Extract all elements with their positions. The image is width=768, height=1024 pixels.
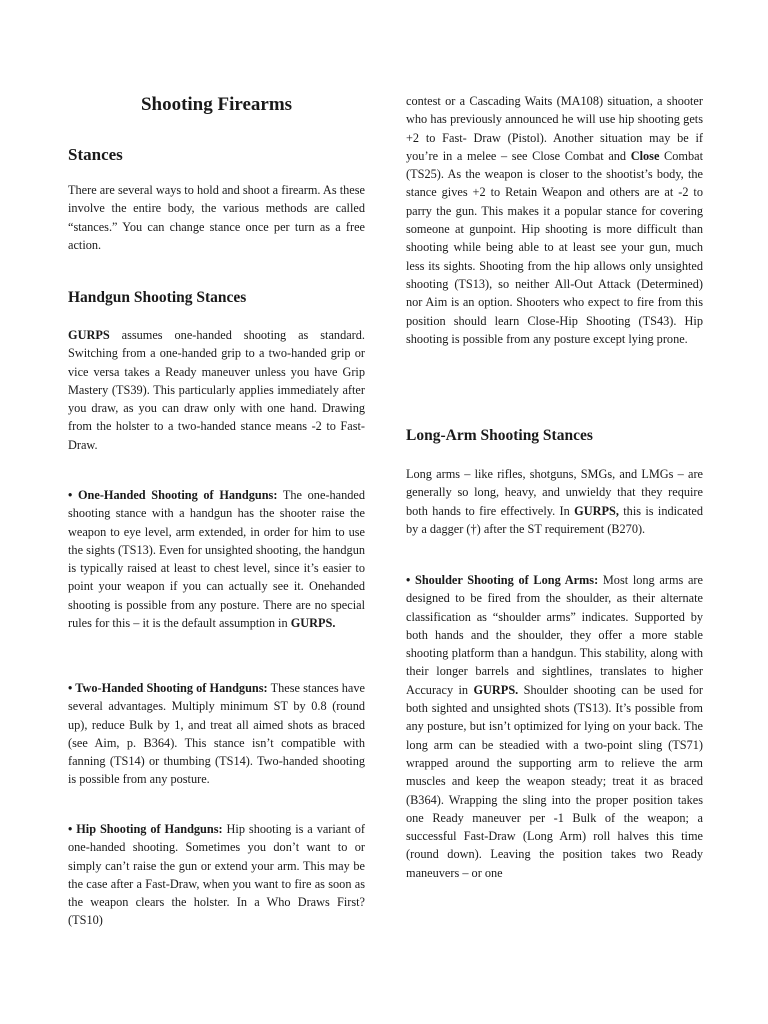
handgun-intro-text: assumes one-handed shooting as standard. Switching from a one-handed grip to a two-handed grip or vice versa takes a Ready maneuver unless you have Grip Mastery (TS39). This particularly applies immediately after you draw, as you can draw only with one hand. Drawing from the holster to a two-handed stance means -2 to Fast-Draw. bbox=[68, 328, 365, 452]
shoulder-shooting-text-b: Shoulder shooting can be used for both sighted and unsighted shots (TS13). It’s possible from any posture, but isn’t optimized for lying on your back. The long arm can be steadied with a two-point sling (TS71) wrapped around the supporting arm to relieve the arm muscles and keep the weapon steady; treat it as braced (B364). Wrapping the sling into the proper position takes one Ready maneuver per -1 Bulk of the weapon; a successful Fast-Draw (Long Arm) roll halves this time (round down). Leaving the position takes two Ready maneuvers – or one bbox=[406, 682, 703, 880]
gurps-label-end: GURPS. bbox=[290, 616, 336, 631]
one-handed-label: • One-Handed Shooting of Handguns: bbox=[68, 488, 278, 502]
two-handed-label: • Two-Handed Shooting of Handguns: bbox=[68, 681, 268, 695]
gurps-label-2: GURPS. bbox=[473, 682, 519, 697]
hip-continued-text-a: contest or a Cascading Waits (MA108) situation, a shooter who has previously announced he will use hip shooting gets +2 to Fast- Draw (Pistol). Another situation may be if you’re in a melee – see Close Combat and bbox=[406, 94, 703, 163]
shoulder-shooting-label: • Shoulder Shooting of Long Arms: bbox=[406, 573, 599, 587]
handgun-intro-paragraph bbox=[68, 326, 365, 454]
long-arm-intro-paragraph bbox=[406, 465, 703, 538]
stances-heading: Stances bbox=[68, 145, 123, 164]
hip-shooting-text: Hip shooting is a variant of one-handed shooting. Sometimes you don’t want to or simply can’t raise the gun or extend your arm. This may be the case after a Fast-Draw, when you want to fire as soon as the weapon clears the holster. In a Who Draws First? (TS10) bbox=[68, 822, 365, 928]
page-title: Shooting Firearms bbox=[140, 94, 293, 115]
gurps-label: GURPS, bbox=[574, 503, 619, 518]
stances-intro-paragraph bbox=[68, 181, 365, 254]
one-handed-paragraph bbox=[68, 486, 365, 632]
close-bold: Close bbox=[630, 148, 660, 163]
long-arm-intro-text-b: this is indicated by a dagger (†) after the ST requirement (B270). bbox=[406, 503, 703, 536]
shoulder-shooting-text-a: Most long arms are designed to be fired from the shoulder, as their alternate classification as “shoulder arms” indicates. Supported by both hands and the shoulder, they offer a more stable shooting platform than a handgun. This stability, along with their longer barrels and sightlines, translates to higher Accuracy in bbox=[406, 573, 703, 697]
hip-continued-text-b: Combat (TS25). As the weapon is closer to the shootist’s body, the stance gives +2 to Retain Weapon and others are at -2 to parry the gun. This makes it a popular stance for covering someone at gunpoint. Hip shooting is more difficult than shooting while being able to at least see your gun, much less its sights. Shooting from the hip allows only unsighted shooting (TS13), so neither All-Out Attack (Determined) nor Aim is an option. Shooters who expect to fire from this position should learn Close-Hip Shooting (TS43). Hip shooting is possible from any posture except lying prone. bbox=[406, 148, 703, 346]
long-arm-stances-heading: Long-Arm Shooting Stances bbox=[406, 427, 593, 444]
gurps-label: GURPS bbox=[68, 328, 110, 342]
hip-shooting-paragraph bbox=[68, 820, 365, 930]
two-handed-paragraph bbox=[68, 679, 365, 789]
hip-shooting-label: • Hip Shooting of Handguns: bbox=[68, 822, 223, 836]
two-handed-text: These stances have several advantages. Multiply minimum ST by 0.8 (round up), reduce Bulk by 1, and treat all aimed shots as braced (see Aim, p. B364). This stance isn’t compatible with fanning (TS14) or thumbing (TS14). Two-handed shooting is possible from any posture. bbox=[68, 681, 366, 787]
shoulder-shooting-paragraph bbox=[406, 571, 703, 882]
hip-continued-paragraph bbox=[406, 92, 703, 348]
stances-intro-text: There are several ways to hold and shoot a firearm. As these involve the entire body, the various methods are called “stances.” You can change stance once per turn as a free action. bbox=[68, 183, 365, 252]
long-arm-intro-text-a: Long arms – like rifles, shotguns, SMGs, and LMGs – are generally so long, heavy, and unwieldy that they require both hands to fire effectively. In bbox=[406, 467, 703, 518]
one-handed-text: The one-handed shooting stance with a handgun has the shooter raise the weapon to eye level, arm extended, in order for him to use the sights (TS13). Even for unsighted shooting, the handgun is typically raised at least to chest level, since it’s easier to point your weapon if you can actually see it. Onehanded shooting is possible from any posture. There are no special rules for this – it is the default assumption in bbox=[68, 488, 366, 631]
handgun-stances-heading: Handgun Shooting Stances bbox=[68, 289, 247, 306]
